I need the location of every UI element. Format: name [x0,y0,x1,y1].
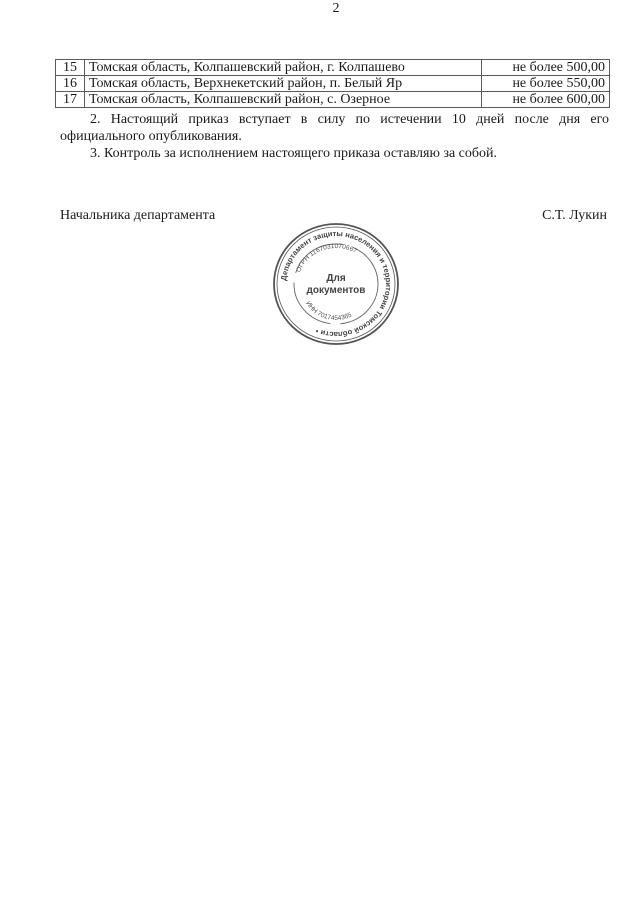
table-row [56,60,610,76]
table-row [56,76,610,92]
row-address: Томская область, Колпашевский район, г. Колпашево [85,60,482,76]
page-number: 2 [332,1,340,16]
row-address: Томская область, Верхнекетский район, п. Белый Яр [85,76,482,92]
paragraph-effective-date: 2. Настоящий приказ вступает в силу по истечении 10 дней после дня его официального опубликования. [60,112,609,144]
rate-table [55,59,610,108]
stamp-center-line-1: Для [326,273,346,284]
row-number: 15 [56,60,85,76]
stamp-inn: ИНН 7017454365 [304,300,353,323]
signatory-title: Начальника департамента [60,208,216,223]
stamp-outer-text: Департамент защиты населения и территории Томской области • [279,228,394,340]
stamp-icon [272,222,400,346]
signatory-name: С.Т. Лукин [542,208,607,223]
row-price: не более 500,00 [482,60,610,76]
stamp-center-line-2: документов [306,285,366,296]
row-number: 17 [56,92,85,108]
row-address: Томская область, Колпашевский район, с. Озерное [85,92,482,108]
row-price: не более 550,00 [482,76,610,92]
official-stamp [272,222,400,346]
row-number: 16 [56,76,85,92]
row-price: не более 600,00 [482,92,610,108]
paragraph-control: 3. Контроль за исполнением настоящего приказа оставляю за собой. [90,146,498,161]
stamp-ogrn: ОГРН 1167031070667 [295,242,358,274]
svg-text:ИНН 7017454365 [304,300,353,322]
table-row [56,92,610,108]
